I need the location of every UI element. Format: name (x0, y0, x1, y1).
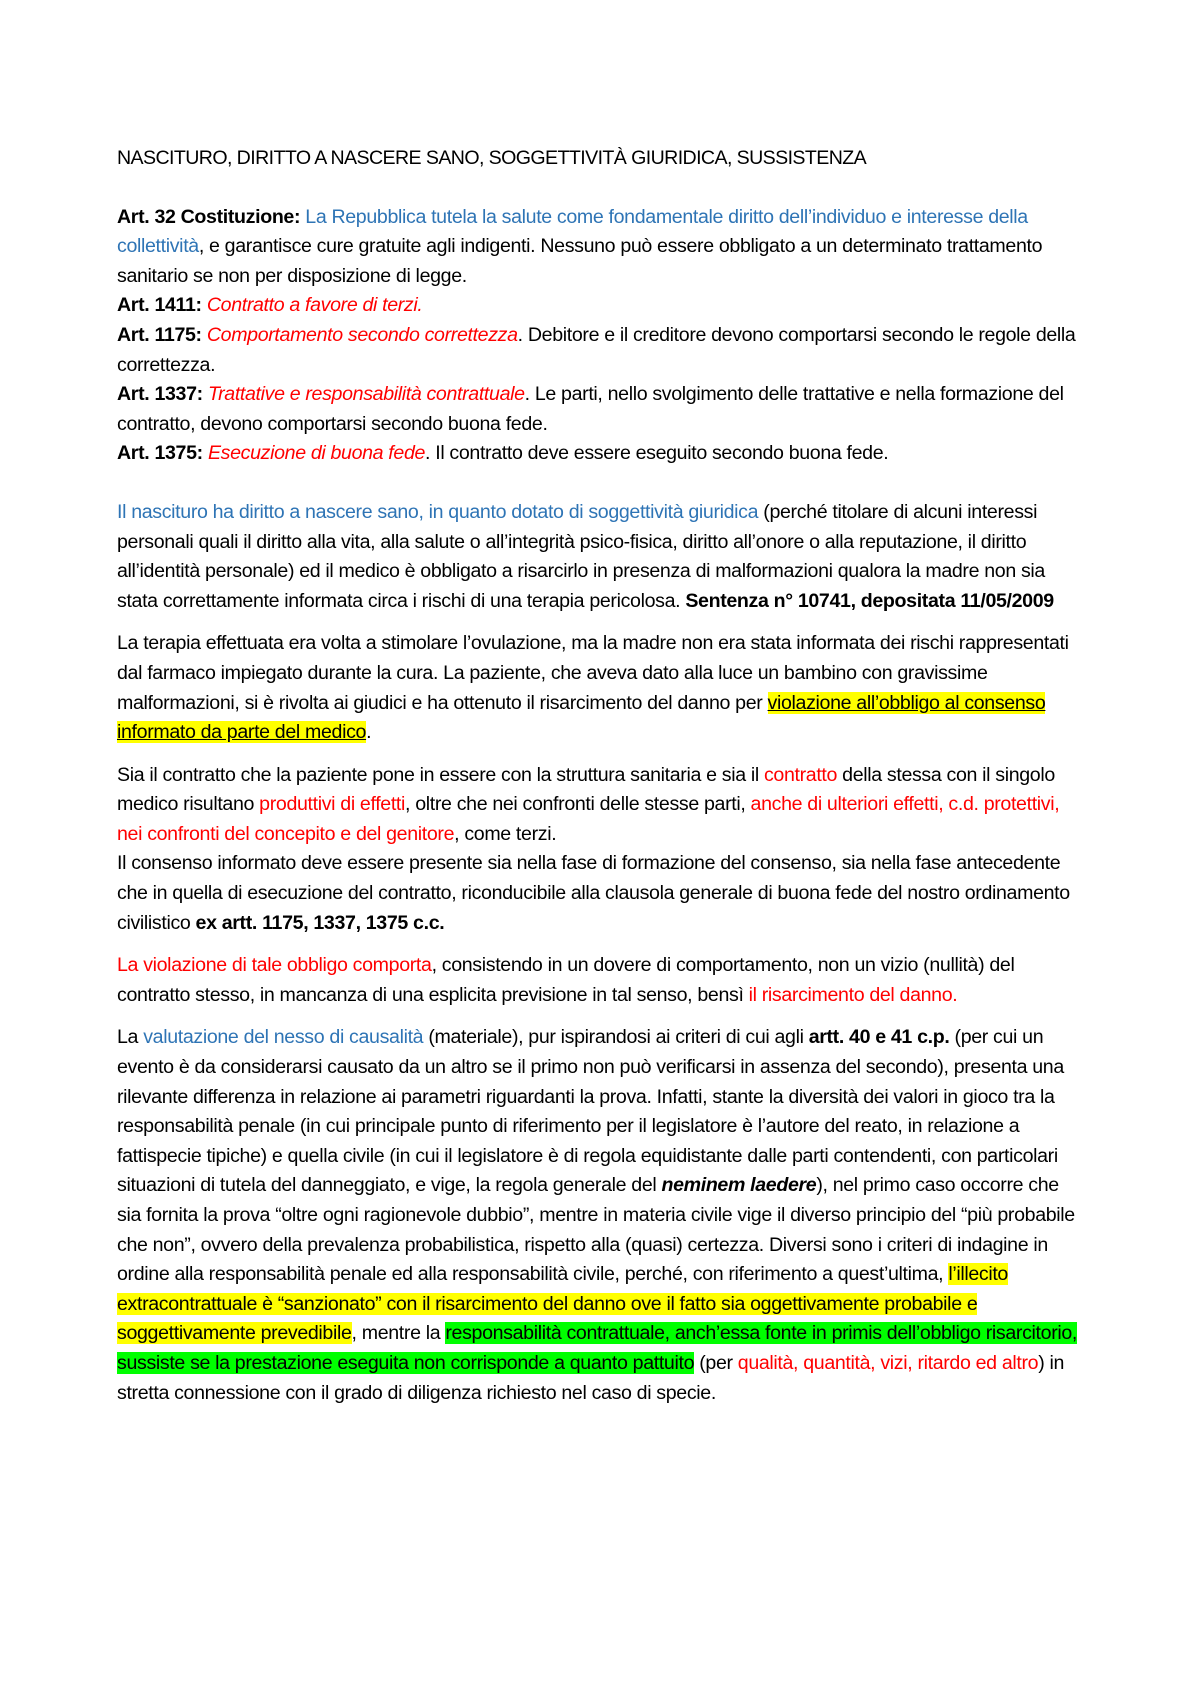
article-1337 (117, 380, 1085, 439)
red-text: qualità, quantità, vizi, ritardo ed altro (737, 1351, 1039, 1374)
red-text: il risarcimento del danno. (748, 983, 958, 1006)
article-title: Comportamento secondo correttezza (206, 323, 518, 346)
paragraph-text: (per cui un evento è da considerarsi causato da un altro se il primo non può verificarsi in assenza del secondo), presenta una rilevante differenza in relazione ai parametri riguardanti la prova. Infatti, stante la diversità dei valori in gioco tra la responsabilità penale (in cui principale punto di riferimento per il legislatore è l’autore del reato, in relazione a fattispecie tipiche) e quella civile (in cui il legislatore è di regola equidistante dalle parti contendenti, con particolari situazioni di tutela del danneggiato, e vige, la regola generale del (117, 1026, 1064, 1197)
article-text: . Il contratto deve essere eseguito secondo buona fede. (425, 442, 889, 465)
article-label: Art. 1411: (117, 294, 202, 317)
paragraph-text: Sia il contratto che la paziente pone in essere con la struttura sanitaria e sia il (117, 763, 764, 786)
article-text: . Le parti, nello svolgimento delle trattative e nella formazione del contratto, devono comportarsi secondo buona fede. (117, 383, 1064, 435)
paragraph-blue-lead: Il nascituro ha diritto a nascere sano, in quanto dotato di soggettività giuridica (117, 500, 759, 523)
paragraph-text: La (117, 1026, 144, 1049)
highlighted-text: violazione all’obbligo al consenso informato da parte del medico (117, 691, 1046, 744)
paragraph-terapia (117, 629, 1085, 747)
paragraph-text: Il consenso informato deve essere presente sia nella fase di formazione del consenso, sia nella fase antecedente che in quella di esecuzione del contratto, riconducibile alla clausola generale di buona fede del nostro ordinamento civilistico (117, 852, 1070, 934)
paragraph-text: (materiale), pur ispirandosi ai criteri di cui agli (423, 1026, 809, 1049)
red-text: produttivi di effetti (259, 793, 406, 816)
paragraph-nascituro (117, 498, 1085, 616)
paragraph-text: , consistendo in un dovere di comportamento, non un vizio (nullità) del contratto stesso, in mancanza di una esplicita previsione in tal senso, bensì (117, 954, 1015, 1006)
document-title: NASCITURO, DIRITTO A NASCERE SANO, SOGGETTIVITÀ GIURIDICA, SUSSISTENZA (117, 147, 867, 169)
sentence-reference: Sentenza n° 10741, depositata 11/05/2009 (685, 589, 1054, 612)
green-highlight: responsabilità contrattuale, anch’essa fonte in primis dell’obbligo risarcitorio, sussiste se la prestazione eseguita non corrisponde a quanto pattuito (117, 1322, 1078, 1374)
paragraph-text: (per (694, 1351, 738, 1374)
article-colon: : (196, 383, 203, 406)
paragraph-text: La terapia effettuata era volta a stimolare l’ovulazione, ma la madre non era stata informata dei rischi rappresentati dal farmaco impiegato durante la cura. La paziente, che aveva dato alla luce un bambino con gravissime malformazioni, si è rivolta ai giudici e ha ottenuto il risarcimento del danno per (117, 632, 1069, 714)
latin-phrase: neminem laedere (661, 1174, 817, 1197)
paragraph-causalita (117, 1023, 1085, 1408)
red-text: La violazione di tale obbligo comporta (117, 954, 432, 977)
paragraph-text: , oltre che nei confronti delle stesse parti, (405, 793, 751, 816)
article-title: Trattative e responsabilità contrattuale (207, 383, 525, 406)
article-title: Contratto a favore di terzi. (206, 294, 423, 317)
paragraph-violazione (117, 951, 1085, 1010)
paragraph-end: . (366, 721, 372, 744)
red-text: contratto (763, 763, 838, 786)
blue-text: valutazione del nesso di causalità (143, 1026, 424, 1049)
article-1175 (117, 321, 1085, 380)
paragraph-text: della stessa con il singolo medico risultano (117, 763, 1055, 816)
paragraph-contratto (117, 761, 1085, 939)
red-text: anche di ulteriori effetti, c.d. protettivi, nei confronti del concepito e del genitore (117, 793, 1060, 845)
article-text: , e garantisce cure gratuite agli indigenti. Nessuno può essere obbligato a un determinato trattamento sanitario se non per disposizione di legge. (117, 235, 1043, 287)
article-colon: : (196, 442, 203, 465)
article-label: Art. 1175: (117, 323, 202, 346)
article-text: . Debitore e il creditore devono comportarsi secondo le regole della correttezza. (117, 323, 1076, 376)
article-label: Art. 1375 (117, 442, 197, 465)
article-label: Art. 32 Costituzione: (117, 205, 301, 228)
article-highlight: La Repubblica tutela la salute come fondamentale diritto dell’individuo e interesse della collettività (117, 205, 1028, 258)
article-32 (117, 203, 1085, 292)
bold-reference: artt. 40 e 41 c.p. (808, 1026, 950, 1049)
paragraph-text: , come terzi. (454, 822, 557, 845)
yellow-highlight: l’illecito extracontrattuale è “sanzionato” con il risarcimento del danno ove il fatto sia oggettivamente probabile e soggettivamente prevedibile (117, 1263, 1008, 1345)
article-1411 (117, 291, 1085, 321)
article-label: Art. 1337 (117, 383, 197, 406)
paragraph-text: , mentre la (351, 1322, 446, 1345)
paragraph-text: ), nel primo caso occorre che sia fornita la prova “oltre ogni ragionevole dubbio”, mentre in materia civile vige il diverso principio del “più probabile che non”, ovvero della prevalenza probabilistica, rispetto alla (quasi) certezza. Diversi sono i criteri di indagine in ordine alla responsabilità penale ed alla responsabilità civile, perché, con riferimento a quest’ultima, (117, 1174, 1075, 1286)
article-1375 (117, 439, 1085, 469)
bold-reference: ex artt. 1175, 1337, 1375 c.c. (195, 911, 445, 934)
article-title: Esecuzione di buona fede (207, 442, 426, 465)
paragraph-text: (perché titolare di alcuni interessi personali quali il diritto alla vita, alla salute o all’integrità psico-fisica, diritto all’onore o alla reputazione, il diritto all’identità personale) ed il medico è obbligato a risarcirlo in presenza di malformazioni qualora la madre non sia stata correttamente informata circa i rischi di una terapia pericolosa. (117, 500, 1045, 612)
paragraph-text: ) in stretta connessione con il grado di diligenza richiesto nel caso di specie. (117, 1351, 1065, 1404)
